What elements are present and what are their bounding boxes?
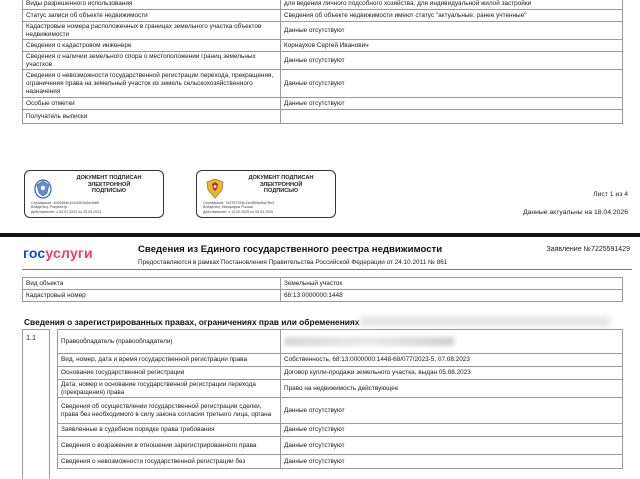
land-plot-details-table <box>22 0 623 124</box>
redacted-owner-name <box>284 337 454 346</box>
electronic-signature-stamp <box>196 170 336 218</box>
row-label: Заявленные в судебном порядке права требования <box>58 424 281 437</box>
document-page-2 <box>0 237 640 479</box>
table-row <box>23 110 623 124</box>
object-info-table <box>22 277 623 302</box>
row-label: Сведения о кадастровом инженере <box>23 40 281 52</box>
row-label: Сведения о невозможности государственной регистрации без <box>58 455 281 469</box>
row-value: 68:13:0000000:1448 <box>281 290 623 302</box>
header-divider <box>22 269 632 270</box>
table-row <box>58 398 623 424</box>
table-row <box>23 98 623 110</box>
table-row <box>58 354 623 367</box>
row-value: Корнаухов Сергей Иванович <box>281 40 623 52</box>
row-label: Сведения об осуществлении государственной регистрации сделки, права без необходимого в силу закона согласия третьего лица, органа <box>58 398 281 424</box>
logo-part-uslugi: услуги <box>45 245 93 261</box>
stamp-certificate-info <box>203 201 331 214</box>
row-value: Право на недвижимость действующее <box>281 380 623 398</box>
row-label: Вид объекта <box>23 278 281 290</box>
data-actual-date: Данные актуальны на 18.04.2026 <box>522 209 628 216</box>
row-value: Данные отсутствуют <box>281 424 623 437</box>
row-label: Статус записи об объекте недвижимости <box>23 10 281 22</box>
row-value: Данные отсутствуют <box>281 455 623 469</box>
row-value: Данные отсутствуют <box>281 398 623 424</box>
table-row <box>23 0 623 10</box>
row-label: Особые отметки <box>23 98 281 110</box>
row-value: Данные отсутствуют <box>281 70 623 98</box>
row-value: Данные отсутствуют <box>281 22 623 40</box>
row-value <box>281 330 623 354</box>
row-label: Кадастровый номер <box>23 290 281 302</box>
table-row <box>58 424 623 437</box>
stamp-title: ДОКУМЕНТ ПОДПИСАН ЭЛЕКТРОННОЙ ПОДПИСЬЮ <box>248 175 314 195</box>
stamp-certificate: Сертификат: 7e0787294b11e3f69a4ba78e3 <box>203 200 275 205</box>
row-value: Собственность, 68:13:0000000:1448-68/077/2023-5, 07.08.2023 <box>281 354 623 367</box>
stamp-owner: Владелец: Росреестр <box>31 205 68 210</box>
row-value: Данные отсутствуют <box>281 52 623 70</box>
rosreestr-emblem-icon <box>31 176 55 200</box>
row-value: Договор купли-продажи земельного участка, выдан 05.08.2023 <box>281 367 623 380</box>
row-label: Вид, номер, дата и время государственной регистрации права <box>58 354 281 367</box>
sheet-number: Лист 1 из 4 <box>593 191 628 198</box>
table-row <box>23 70 623 98</box>
table-row <box>23 10 623 22</box>
legal-basis-note: Предоставляются в рамках Постановления Правительства Российской Федерации от 24.10.2011 № 861 <box>138 259 448 266</box>
gosuslugi-logo <box>23 245 93 261</box>
row-label: Сведения о невозможности государственной регистрации перехода, прекращения, ограничения права на земельный участок из земель сельскохозяйственного назначения <box>23 70 281 98</box>
row-value: Земельный участок <box>281 278 623 290</box>
stamp-certificate-info <box>31 201 159 214</box>
item-number: 1.1 <box>22 329 50 479</box>
stamp-title: ДОКУМЕНТ ПОДПИСАН ЭЛЕКТРОННОЙ ПОДПИСЬЮ <box>76 175 142 195</box>
row-value: Сведения об объекте недвижимости имеют статус "актуальные, ранее учтенные" <box>281 10 623 22</box>
row-label: Виды разрешенного использования <box>23 0 281 10</box>
row-value: для ведения личного подсобного хозяйства, для индивидуальной жилой застройки <box>281 0 623 10</box>
stamp-validity: Действителен: с 02.07.2023 по 25.09.2024 <box>31 209 102 214</box>
table-row <box>58 380 623 398</box>
row-label: Дата, номер и основание государственной регистрации перехода (прекращения) права <box>58 380 281 398</box>
table-row <box>23 290 623 302</box>
row-label: Получатель выписки <box>23 110 281 124</box>
table-row <box>23 52 623 70</box>
table-row <box>58 367 623 380</box>
coat-of-arms-icon <box>203 176 227 200</box>
application-number: Заявление №7225591429 <box>546 246 630 253</box>
electronic-signature-stamp <box>24 170 164 218</box>
redacted-area <box>360 317 610 326</box>
row-label: Основание государственной регистрации <box>58 367 281 380</box>
row-value: Данные отсутствуют <box>281 437 623 455</box>
stamp-owner: Владелец: Минцифры России <box>203 205 254 210</box>
logo-part-gos: гос <box>23 245 46 261</box>
row-label: Кадастровые номера расположенных в границах земельного участка объектов недвижимости <box>23 22 281 40</box>
table-row <box>23 40 623 52</box>
row-label: Сведения о возражении в отношении зарегистрированного права <box>58 437 281 455</box>
table-row <box>58 330 623 354</box>
table-row <box>58 455 623 469</box>
row-value: Данные отсутствуют <box>281 98 623 110</box>
document-title: Сведения из Единого государственного реестра недвижимости <box>138 244 443 255</box>
rights-table <box>57 329 623 469</box>
row-label: Сведения о наличии земельного спора о местоположении границ земельных участков <box>23 52 281 70</box>
table-row <box>23 278 623 290</box>
row-label: Правообладатель (правообладатели) <box>58 330 281 354</box>
row-value <box>281 110 623 124</box>
table-row <box>58 437 623 455</box>
stamp-certificate: Сертификат: 4b09384b1e1d2fb3a4ec5df6 <box>31 200 100 205</box>
table-row <box>23 22 623 40</box>
document-page-1 <box>0 0 640 233</box>
rights-section-title: Сведения о зарегистрированных правах, ограничениях прав или обременениях <box>24 317 360 327</box>
stamp-validity: Действителен: с 12.02.2025 по 05.04.2026 <box>203 209 274 214</box>
